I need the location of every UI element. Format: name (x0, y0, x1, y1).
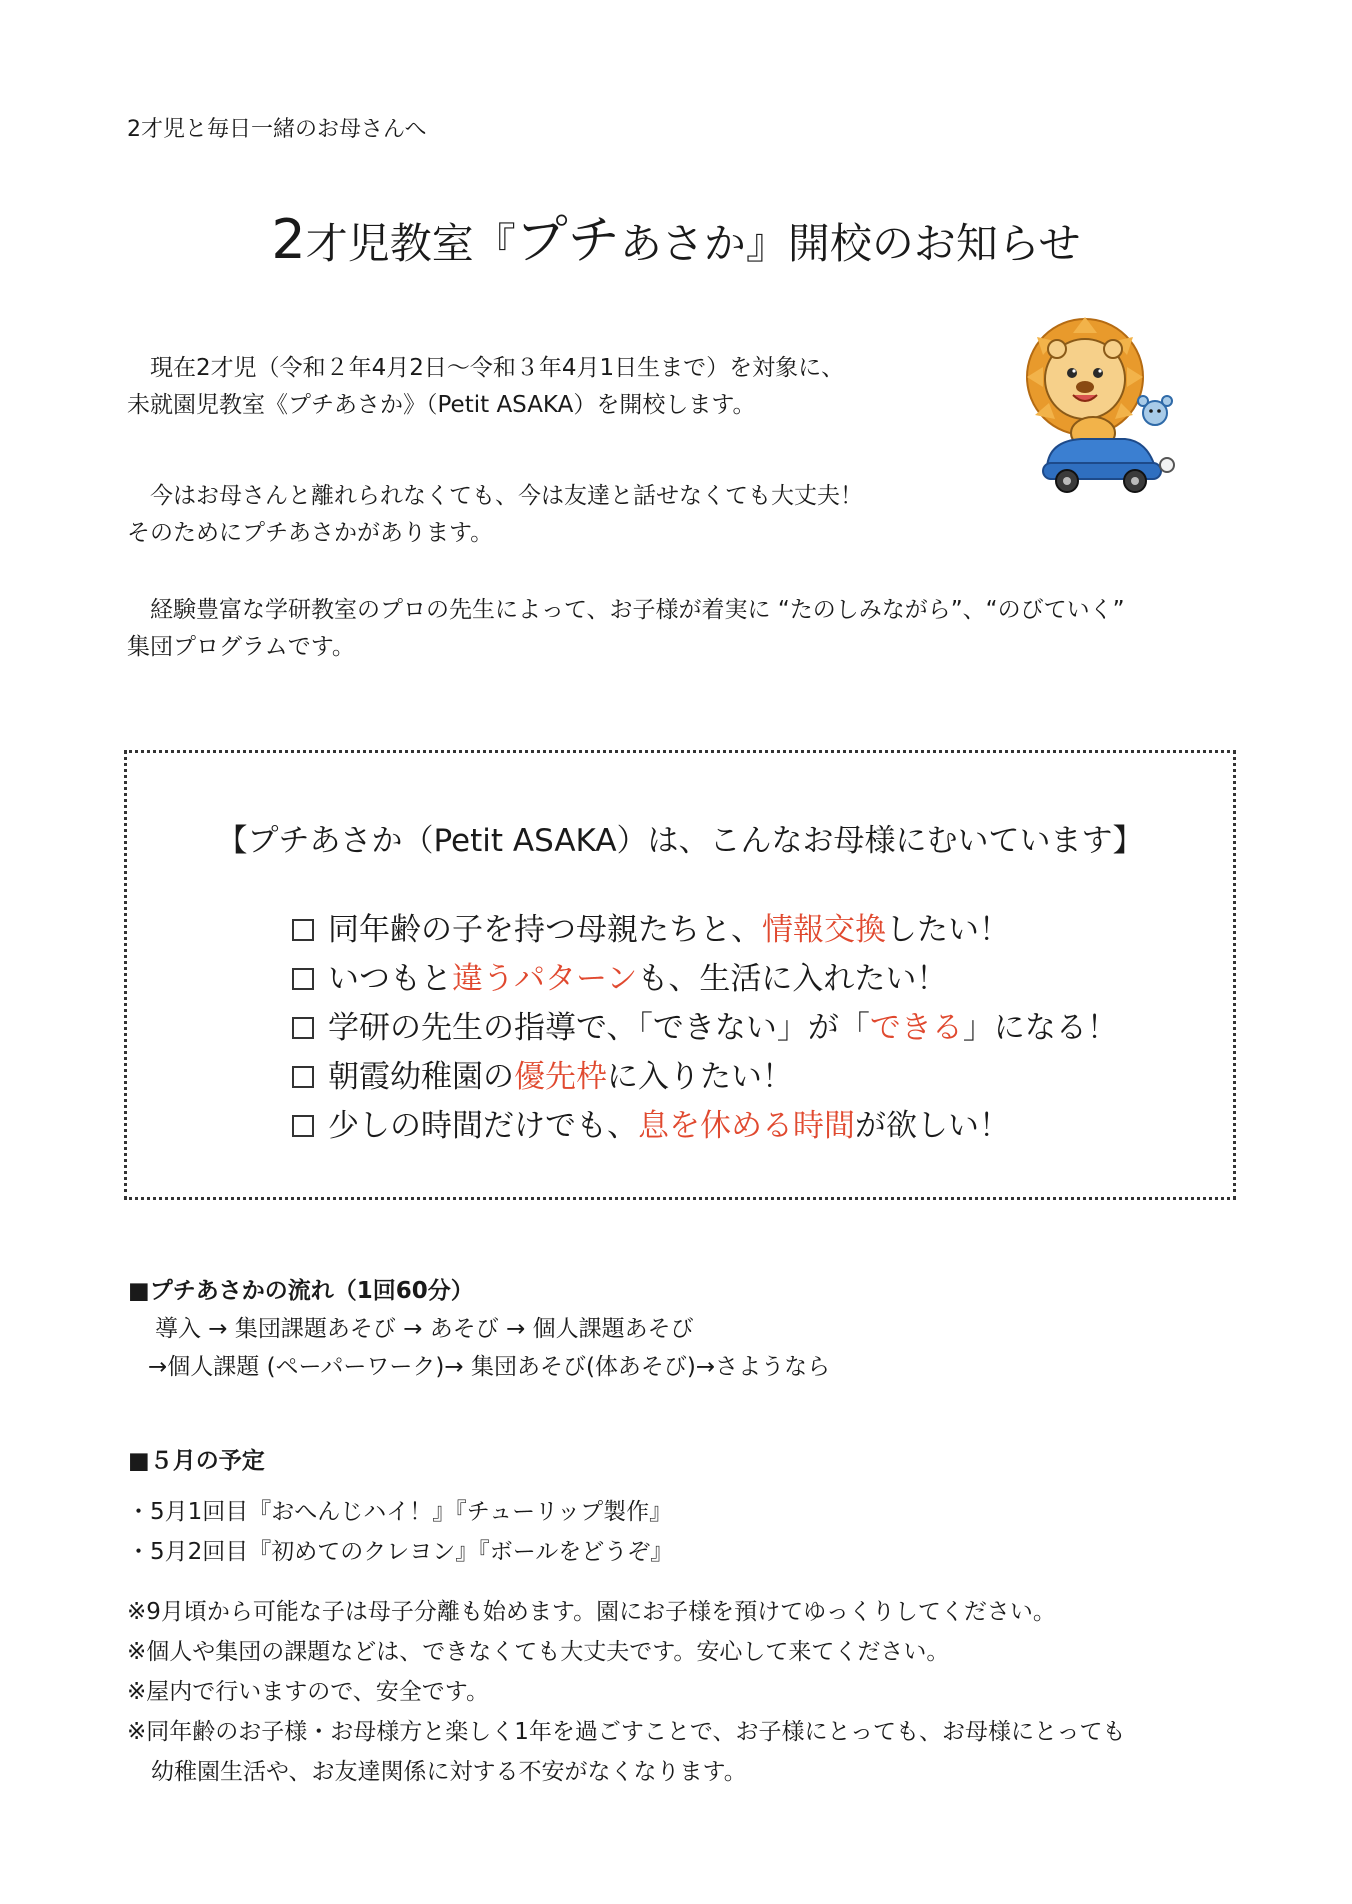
item-text: したい！ (886, 912, 1010, 948)
title-number: 2 (271, 208, 306, 271)
note-3: ※屋内で行いますので、安全です。 (127, 1679, 489, 1705)
title-part-a: 才児教室『 (305, 219, 516, 268)
lion-driving-car-icon (1015, 315, 1190, 495)
may-schedule-item-2: ・5月2回目『初めてのクレヨン』『ボールをどうぞ』 (127, 1539, 674, 1565)
intro-paragraph-2 (127, 478, 863, 552)
flow-line-2: →個人課題 (ペーパーワーク)→ 集団あそび(体あそび)→さようなら (148, 1354, 831, 1380)
intro-line: 未就園児教室《プチあさか》（Petit ASAKA）を開校します。 (127, 391, 756, 418)
checkbox-icon (292, 1115, 314, 1137)
checkbox-icon (292, 1017, 314, 1039)
note-1: ※9月頃から可能な子は母子分離も始めます。園にお子様を預けてゆっくりしてください。 (127, 1599, 1056, 1625)
checklist-item-2 (292, 961, 948, 997)
title-part-c: あさか』開校のお知らせ (619, 219, 1081, 268)
item-highlight: 違うパターン (452, 961, 638, 997)
note-4-continued: 幼稚園生活や、お友達関係に対する不安がなくなります。 (151, 1759, 747, 1785)
intro-line: 現在2才児（令和２年4月2日～令和３年4月1日生まで）を対象に、 (127, 355, 845, 381)
intro-line: 今はお母さんと離れられなくても、今は友達と話せなくても大丈夫！ (127, 483, 863, 509)
checkbox-icon (292, 919, 314, 941)
notes-list (127, 1592, 1126, 1792)
box-heading: 【プチあさか（Petit ASAKA）は、こんなお母様にむいています】 (216, 823, 1144, 859)
title-part-b: プチ (515, 211, 620, 271)
suitability-box (124, 750, 1236, 1200)
flow-heading: ■プチあさかの流れ（1回60分） (128, 1278, 474, 1304)
item-text: 学研の先生の指導で、「できない」が「 (328, 1010, 870, 1046)
intro-line: そのためにプチあさかがあります。 (127, 519, 494, 546)
item-highlight: 情報交換 (762, 912, 886, 948)
item-text: いつもと (328, 961, 452, 997)
flow-line-1: 導入 → 集団課題あそび → あそび → 個人課題あそび (155, 1316, 694, 1342)
may-schedule-heading: ■５月の予定 (128, 1448, 265, 1474)
checklist-item-3 (292, 1010, 1118, 1046)
checkbox-icon (292, 968, 314, 990)
item-text: に入りたい！ (607, 1059, 793, 1095)
checklist-item-4 (292, 1059, 793, 1095)
item-text: 」になる！ (962, 1010, 1118, 1046)
checkbox-icon (292, 1066, 314, 1088)
intro-line: 集団プログラムです。 (127, 633, 355, 660)
page-title (0, 198, 1352, 273)
item-highlight: 優先枠 (514, 1059, 607, 1095)
item-text: も、生活に入れたい！ (637, 961, 948, 997)
item-highlight: 息を休める時間 (638, 1108, 855, 1144)
item-text: 朝霞幼稚園の (328, 1059, 514, 1095)
item-highlight: できる (869, 1010, 963, 1046)
checklist-item-5 (292, 1108, 1010, 1144)
intro-paragraph-3 (127, 592, 1125, 666)
item-text: 同年齢の子を持つ母親たちと、 (328, 912, 762, 948)
note-2: ※個人や集団の課題などは、できなくても大丈夫です。安心して来てください。 (127, 1639, 950, 1665)
subtitle: 2才児と毎日一緒のお母さんへ (127, 117, 427, 142)
item-text: が欲しい！ (855, 1108, 1010, 1144)
item-text: 少しの時間だけでも、 (328, 1108, 638, 1144)
may-schedule-item-1: ・5月1回目『おへんじハイ！』『チューリップ製作』 (127, 1499, 673, 1525)
note-4: ※同年齢のお子様・お母様方と楽しく1年を過ごすことで、お子様にとっても、お母様にとっても (127, 1719, 1126, 1745)
intro-line: 経験豊富な学研教室のプロの先生によって、お子様が着実に “たのしみながら”、“のびていく” (127, 597, 1125, 623)
intro-paragraph-1 (127, 350, 844, 424)
checklist-item-1 (292, 912, 1010, 948)
